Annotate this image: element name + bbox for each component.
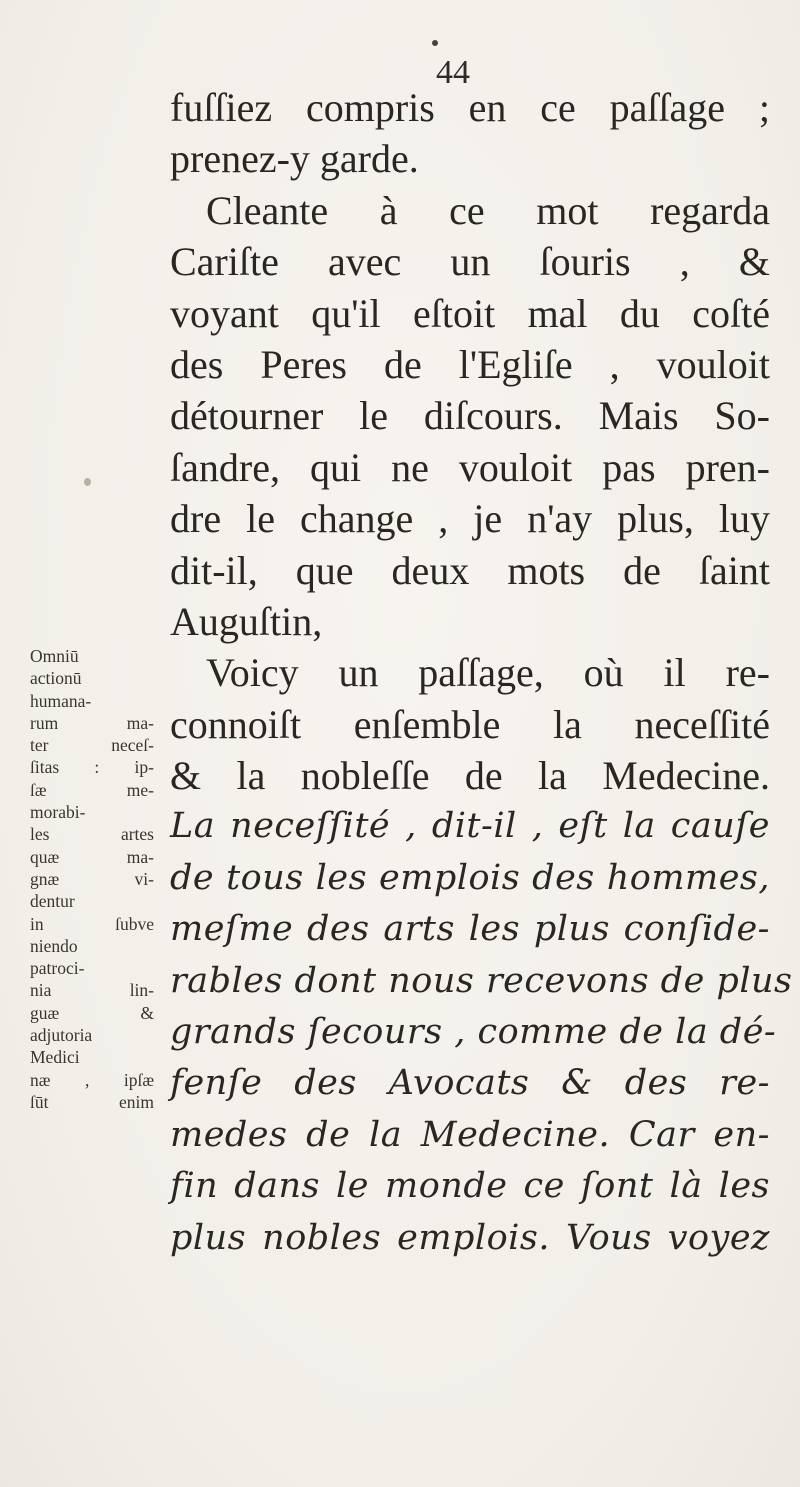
margin-note-line: ſæ me-: [30, 779, 154, 800]
text-line: Cleante à ce mot regarda: [206, 187, 770, 233]
margin-note-line: rum ma-: [30, 712, 154, 733]
margin-note-line: ter neceſ-: [30, 735, 154, 756]
text-line: connoiſt enſemble la neceſſité: [170, 701, 770, 747]
text-line: des Peres de l'Egliſe , vouloit: [170, 341, 770, 387]
margin-note-line: quæ ma-: [30, 846, 154, 867]
margin-note-line: humana-: [30, 690, 92, 711]
text-line: ſandre, qui ne vouloit pas pren-: [170, 444, 770, 490]
margin-note-line: gnæ vi-: [30, 868, 154, 889]
margin-note-line: dentur: [30, 891, 75, 912]
body-text: [170, 82, 793, 1264]
quoted-text-line: de tous les emplois des hommes,: [170, 857, 770, 898]
quoted-text-line: rables dont nous recevons de plus: [170, 960, 793, 1001]
page-number: 44: [436, 54, 470, 91]
quoted-text-line: fenſe des Avocats & des re-: [170, 1063, 770, 1104]
margin-note-line: les artes: [30, 824, 154, 845]
margin-note-line: actionū: [30, 668, 82, 689]
ink-speck: [432, 40, 438, 46]
text-line: & la nobleſſe de la Medecine.: [170, 753, 770, 799]
text-line: dre le change , je n'ay plus, luy: [170, 496, 770, 542]
margin-note-line: ſūt enim: [30, 1091, 154, 1112]
margin-note-line: Medici: [30, 1047, 80, 1068]
margin-note-line: patroci-: [30, 958, 85, 979]
text-line: Cariſte avec un ſouris , &: [170, 239, 770, 285]
quoted-text-line: plus nobles emplois. Vous voyez: [170, 1217, 770, 1258]
text-line: fuſſiez compris en ce paſſage ;: [170, 85, 770, 130]
quoted-text-line: meſme des arts les plus conſide-: [170, 909, 770, 950]
quoted-text-line: medes de la Medecine. Car en-: [170, 1114, 770, 1155]
margin-note-line: niendo: [30, 935, 78, 956]
text-line: voyant qu'il eſtoit mal du coſté: [170, 290, 770, 336]
text-line: dit-il, que deux mots de ſaint: [170, 547, 770, 593]
margin-note-line: guæ &: [30, 1002, 154, 1023]
ink-speck: [84, 478, 91, 486]
margin-note: [30, 645, 154, 1113]
text-line: détourner le diſcours. Mais So-: [170, 393, 770, 439]
margin-note-line: næ , ipſæ: [30, 1069, 154, 1090]
text-line: Voicy un paſſage, où il re-: [206, 650, 770, 696]
margin-note-line: adjutoria: [30, 1025, 93, 1046]
margin-note-line: morabi-: [30, 802, 86, 823]
margin-note-line: in ſubve: [30, 913, 154, 934]
margin-note-line: nia lin-: [30, 980, 154, 1001]
margin-note-line: ſitas : ip-: [30, 757, 154, 778]
quoted-text-line: fin dans le monde ce ſont là les: [170, 1166, 770, 1207]
text-line: prenez-y garde.: [170, 136, 419, 182]
quoted-text-line: La neceſſité , dit-il , eſt la cauſe: [170, 806, 770, 847]
quoted-text-line: grands ſecours , comme de la dé-: [170, 1012, 777, 1053]
margin-note-line: Omniū: [30, 646, 79, 666]
text-line: Auguſtin,: [170, 598, 323, 644]
